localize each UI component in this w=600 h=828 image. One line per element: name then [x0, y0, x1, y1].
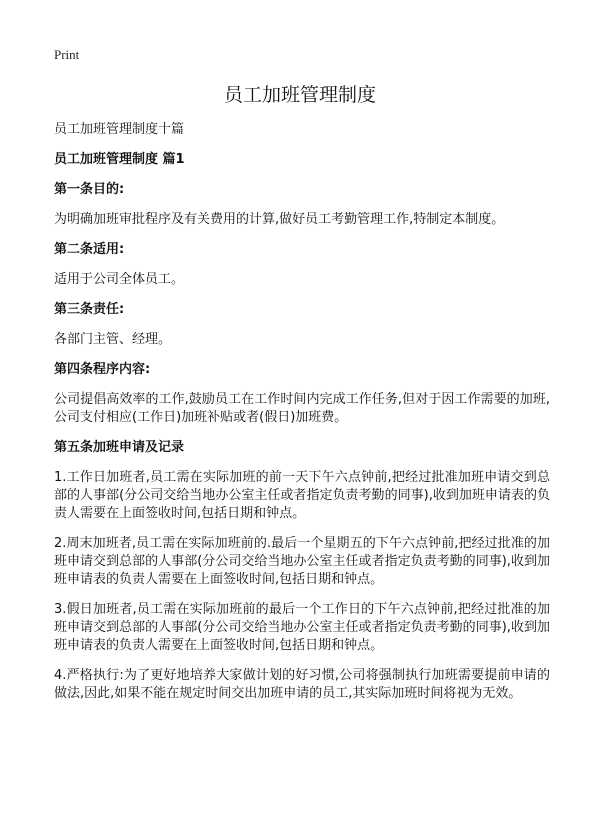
section-heading-responsibility: 第三条责任:: [54, 302, 125, 317]
section-heading-scope: 第二条适用:: [54, 242, 125, 257]
document-body: [54, 121, 550, 715]
page-title: 员工加班管理制度: [223, 84, 376, 106]
section-paragraph: 3.假日加班者,员工需在实际加班前的最后一个工作日的下午六点钟前,把经过批准的加班申请交到总部的人事部(分公司交给当地办公室主任或者指定负责考勤的同事),收到加班申请表的负责人需要在上面签收时间,包括日期和钟点。: [54, 602, 550, 653]
section-heading-purpose: 第一条目的:: [54, 182, 125, 197]
section-paragraph: 4.严格执行:为了更好地培养大家做计划的好习惯,公司将强制执行加班需要提前申请的做法,因此,如果不能在规定时间交出加班申请的员工,其实际加班时间将视为无效。: [54, 668, 550, 701]
section-paragraph: 适用于公司全体员工。: [54, 272, 185, 287]
section-heading-application: 第五条加班申请及记录: [54, 440, 185, 455]
section-paragraph: 公司提倡高效率的工作,鼓励员工在工作时间内完成工作任务,但对于因工作需要的加班,公司支付相应(工作日)加班补贴或者(假日)加班费。: [54, 392, 550, 425]
section-paragraph: 1.工作日加班者,员工需在实际加班的前一天下午六点钟前,把经过批准加班申请交到总部的人事部(分公司交给当地办公室主任或者指定负责考勤的同事),收到加班申请表的负责人需要在上面签收时间,包括日期和钟点。: [54, 470, 550, 521]
section-paragraph: 为明确加班审批程序及有关费用的计算,做好员工考勤管理工作,特制定本制度。: [54, 212, 505, 227]
print-link[interactable]: Print: [54, 47, 80, 62]
chapter-heading: 员工加班管理制度 篇1: [54, 152, 185, 167]
section-paragraph: 2.周末加班者,员工需在实际加班前的.最后一个星期五的下午六点钟前,把经过批准的加班申请交到总部的人事部(分公司交给当地办公室主任或者指定负责考勤的同事),收到加班申请表的负责人需要在上面签收时间,包括日期和钟点。: [54, 536, 550, 587]
section-heading-procedure: 第四条程序内容:: [54, 362, 151, 377]
document-subtitle: 员工加班管理制度十篇: [54, 122, 185, 137]
section-paragraph: 各部门主管、经理。: [54, 332, 172, 347]
